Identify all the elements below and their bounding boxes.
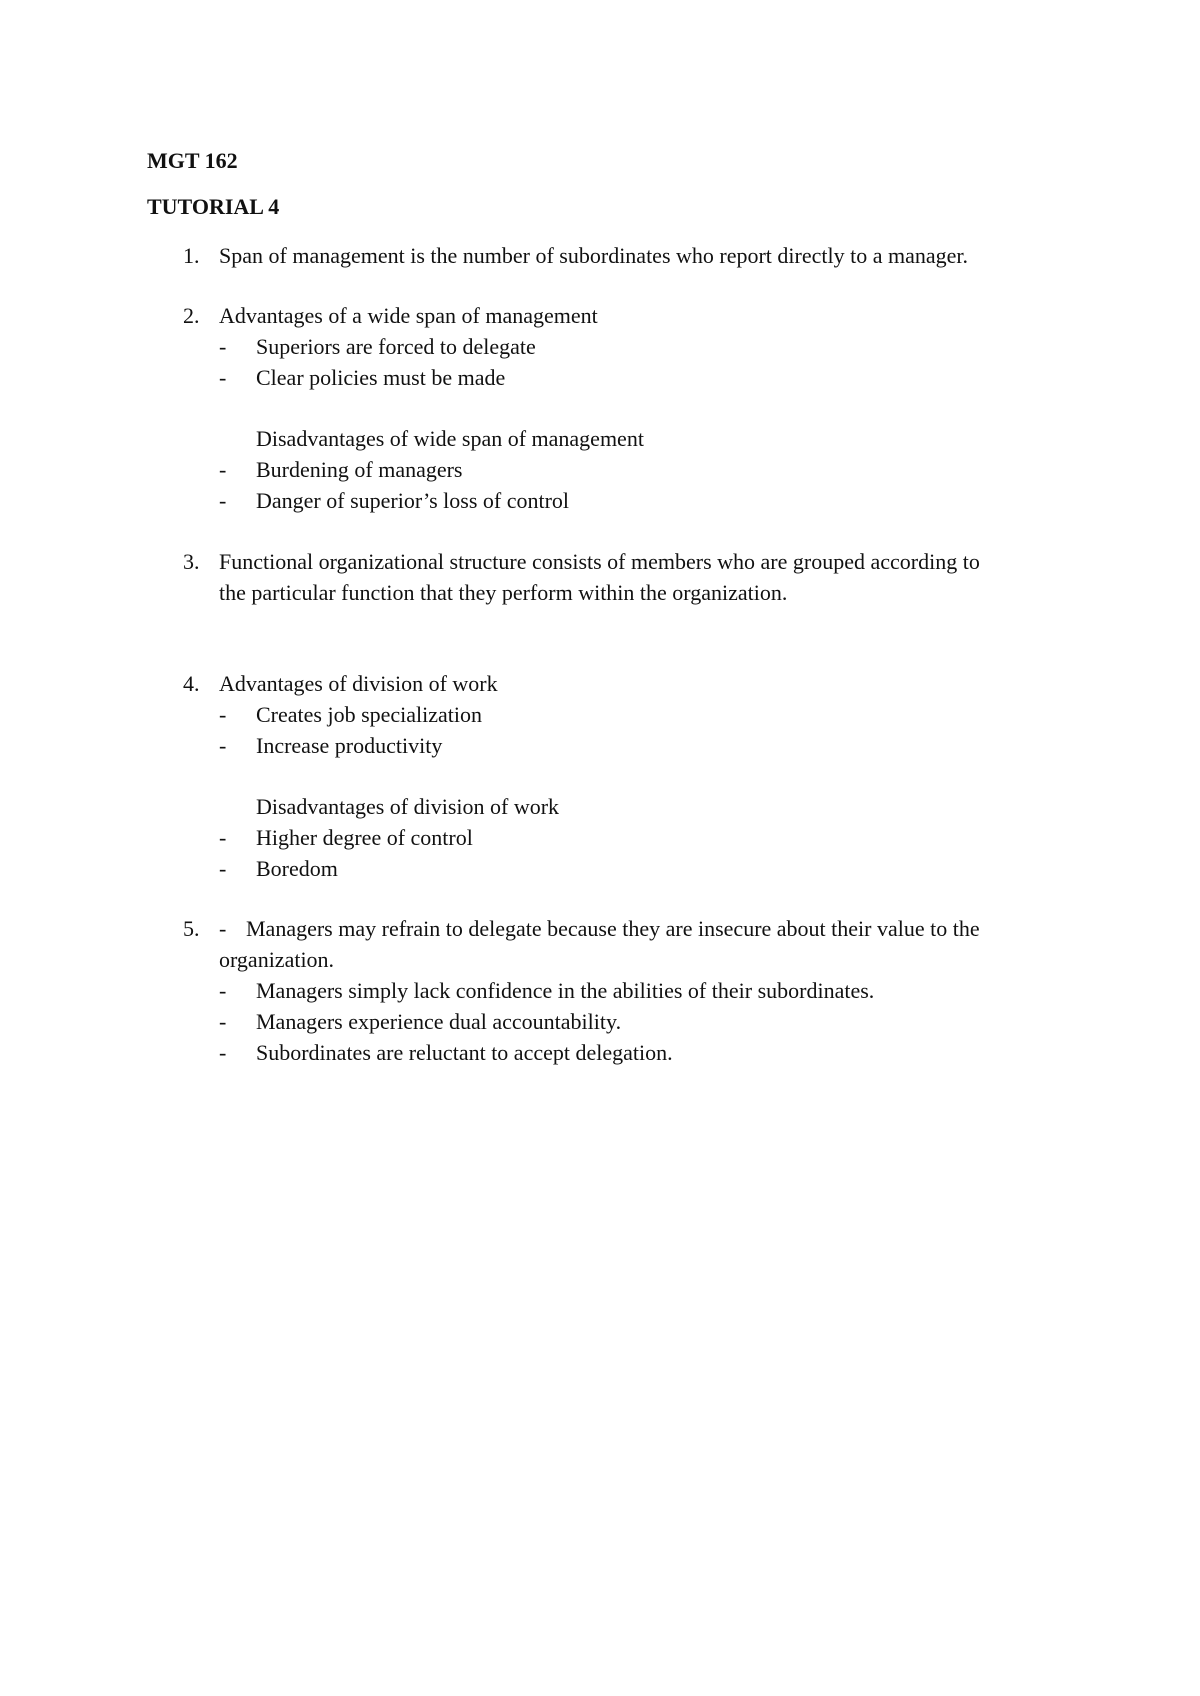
item-number: 4. [183,671,200,696]
item-text: Span of management is the number of subordinates who report directly to a manager. [219,243,969,268]
bullet-dash: - [219,334,227,359]
item-text: Advantages of a wide span of management [219,303,598,328]
bullet-dash: - [219,916,227,941]
bullet-text: Burdening of managers [256,457,463,482]
bullet-text: Subordinates are reluctant to accept delegation. [256,1040,673,1065]
bullet-dash: - [219,856,227,881]
bullet-text: Creates job specialization [256,702,483,727]
bullet-text: Danger of superior’s loss of control [256,488,570,513]
bullet-text: Managers simply lack confidence in the abilities of their subordinates. [256,978,875,1003]
bullet-text: Boredom [256,856,338,881]
item-text: Advantages of division of work [219,671,498,696]
bullet-text: Higher degree of control [256,825,473,850]
bullet-text: Increase productivity [256,733,443,758]
bullet-text: Clear policies must be made [256,365,506,390]
bullet-dash: - [219,733,227,758]
course-code: MGT 162 [147,148,238,173]
bullet-text: Superiors are forced to delegate [256,334,536,359]
item-text-line-2: the particular function that they perform within the organization. [219,580,788,605]
bullet-dash: - [219,1040,227,1065]
bullet-dash: - [219,488,227,513]
item-text-line-1: Functional organizational structure consists of members who are grouped according to [219,549,980,574]
item-number: 3. [183,549,200,574]
item-number: 1. [183,243,200,268]
bullet-dash: - [219,365,227,390]
bullet-dash: - [219,1009,227,1034]
item-number: 5. [183,916,200,941]
item-number: 2. [183,303,200,328]
bullet-dash: - [219,457,227,482]
item-text-line-2: organization. [219,947,335,972]
bullet-dash: - [219,978,227,1003]
bullet-dash: - [219,825,227,850]
tutorial-title: TUTORIAL 4 [147,194,280,219]
bullet-dash: - [219,702,227,727]
bullet-text: Managers experience dual accountability. [256,1009,622,1034]
item-text-line-1: Managers may refrain to delegate because they are insecure about their value to the [246,916,980,941]
subheading: Disadvantages of division of work [256,794,560,819]
subheading: Disadvantages of wide span of management [256,426,644,451]
